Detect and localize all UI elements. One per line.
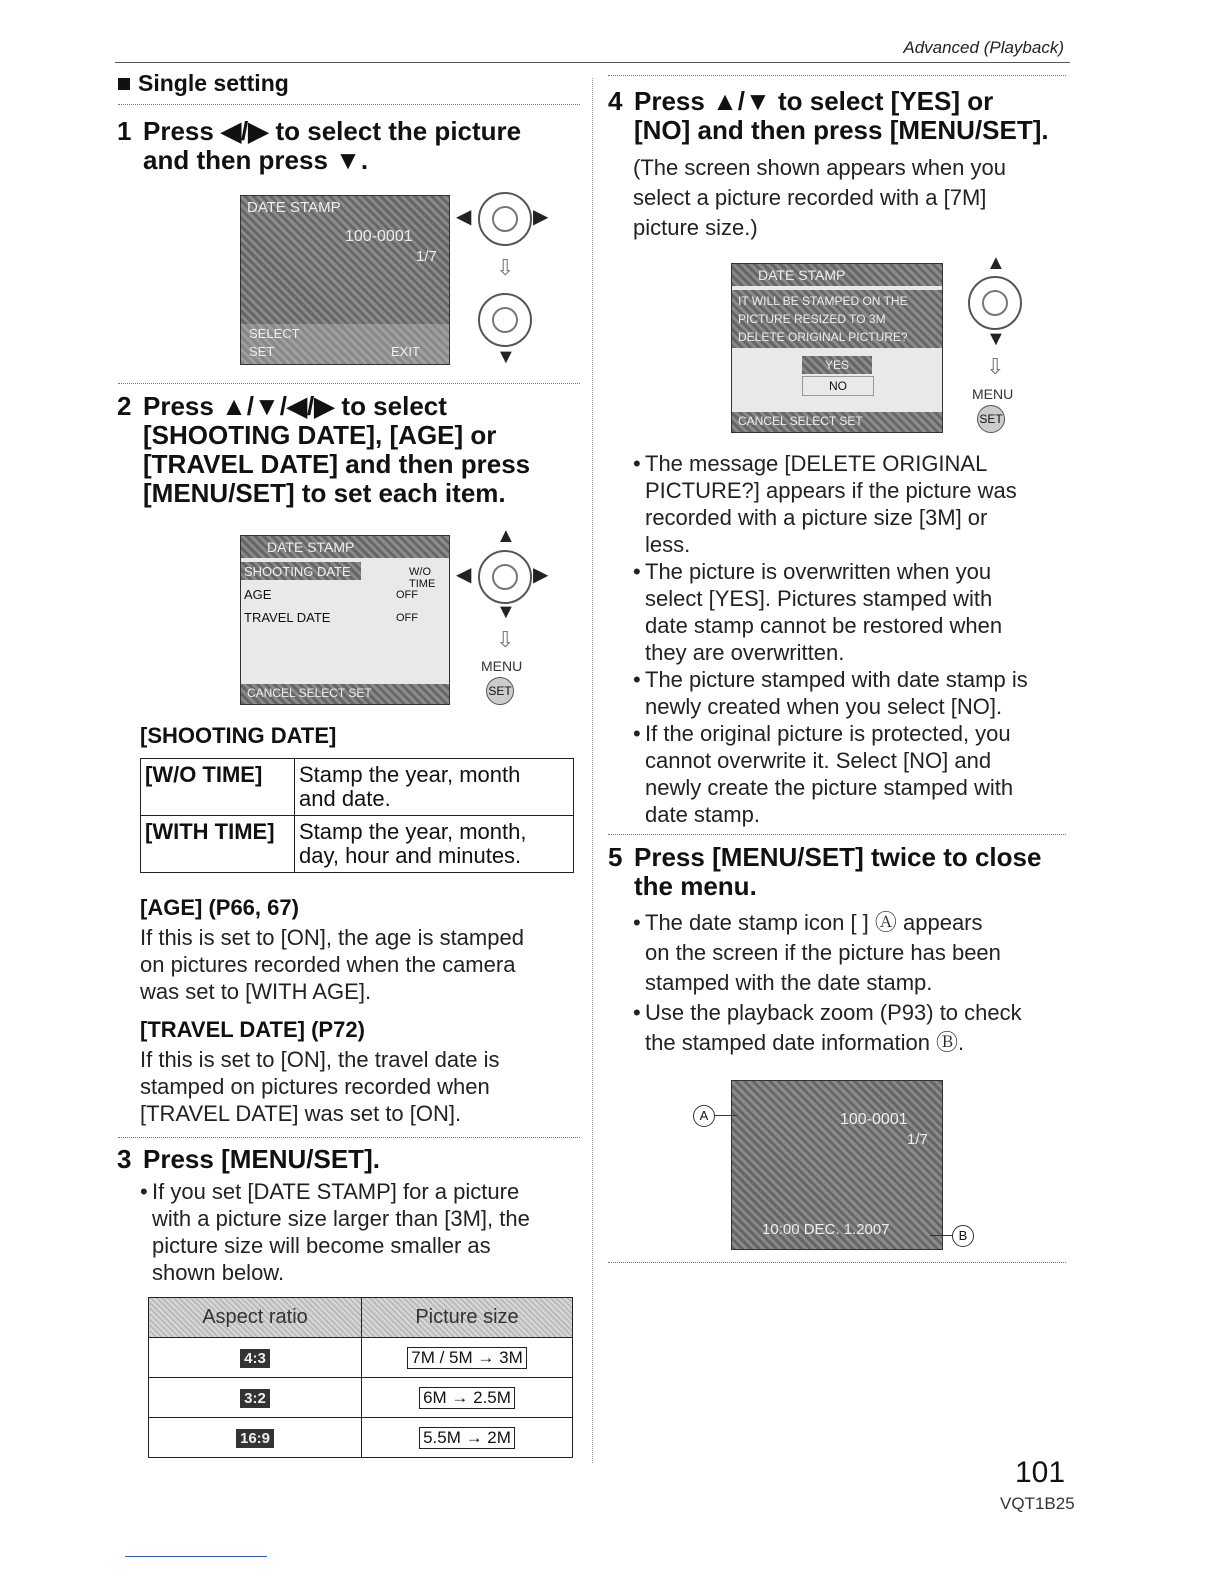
- text-line: picture size will become smaller as: [152, 1233, 491, 1258]
- shooting-date-table: [140, 758, 574, 873]
- step-number: 1: [117, 116, 132, 146]
- list-item: [140, 1178, 580, 1286]
- travel-date-heading: [TRAVEL DATE] (P72): [140, 1017, 365, 1042]
- step-line: [MENU/SET] to set each item.: [143, 478, 506, 508]
- description-line: Stamp the year, month,: [299, 819, 527, 844]
- lcd-exit-label: EXIT: [391, 344, 420, 359]
- text-line: (The screen shown appears when you: [633, 155, 1006, 180]
- step-line: the menu.: [634, 871, 757, 901]
- step-3: [117, 1145, 587, 1175]
- lcd-menu-value: W/O TIME: [409, 566, 436, 590]
- lcd-select-label: SELECT: [249, 326, 300, 341]
- callout-line: [715, 1115, 737, 1116]
- aspect-ratio-table: [148, 1297, 573, 1458]
- description-line: Stamp the year, month: [299, 762, 521, 787]
- table-row: [141, 816, 574, 873]
- step-5: [608, 843, 1078, 905]
- age-description: [140, 924, 580, 1005]
- text-line: • If you set [DATE STAMP] for a picture: [152, 1179, 520, 1204]
- callout-a: A: [693, 1105, 715, 1127]
- table-header-row: [149, 1298, 573, 1338]
- text-line: [TRAVEL DATE] was set to [ON].: [140, 1101, 462, 1126]
- lcd-screen-date-stamp-menu: [240, 535, 450, 705]
- size-cell: [362, 1378, 573, 1418]
- text-line: less.: [645, 532, 691, 557]
- picture-size-text: 7M / 5M → 3M: [407, 1347, 526, 1369]
- description-line: day, hour and minutes.: [299, 843, 522, 868]
- lcd-message-line: IT WILL BE STAMPED ON THE: [738, 294, 908, 308]
- text-line: • The date stamp icon [ ] Ⓐ appears: [645, 910, 983, 935]
- menu-label: MENU: [972, 386, 1014, 402]
- section-header: Advanced (Playback): [903, 38, 1064, 57]
- lcd-title: DATE STAMP: [267, 539, 355, 555]
- text-line: picture size.): [633, 215, 758, 240]
- right-arrow-icon: ▶: [533, 206, 549, 228]
- lcd-screen-playback: [240, 195, 450, 365]
- lcd-menu-item: SHOOTING DATE: [244, 564, 351, 579]
- step-line: Press [MENU/SET] twice to close: [634, 842, 1042, 872]
- lcd-count: 1/7: [416, 248, 437, 265]
- cursor-button-icon: [478, 550, 532, 604]
- menu-label: MENU: [481, 658, 523, 674]
- text-line: If this is set to [ON], the travel date is: [140, 1047, 500, 1072]
- size-cell: [362, 1418, 573, 1458]
- step-line: Press ◀/▶ to select the picture: [143, 116, 522, 146]
- lcd-stamped-date: 10:00 DEC. 1.2007: [762, 1221, 890, 1238]
- picture-size-text: 5.5M → 2M: [419, 1427, 515, 1449]
- step-1: [117, 117, 587, 177]
- column-header: Picture size: [362, 1298, 573, 1338]
- ratio-cell: [149, 1378, 362, 1418]
- list-item: [633, 450, 1073, 558]
- description-line: and date.: [299, 786, 391, 811]
- lcd-screen-stamped: [731, 1080, 943, 1250]
- step-line: Press ▲/▼ to select [YES] or: [634, 86, 994, 116]
- callout-line: [930, 1235, 952, 1236]
- aspect-ratio-badge: 16:9: [236, 1429, 274, 1448]
- option-description: [295, 759, 574, 816]
- text-line: date stamp cannot be restored when: [645, 613, 1003, 638]
- lcd-no-option: NO: [802, 376, 874, 396]
- text-line: • The picture stamped with date stamp is: [645, 667, 1028, 692]
- down-arrow-icon: ▼: [496, 601, 516, 623]
- divider: [608, 1262, 1066, 1263]
- lcd-menu-item: TRAVEL DATE: [244, 610, 331, 625]
- down-arrow-icon: ▼: [986, 328, 1006, 350]
- text-line: stamped with the date stamp.: [645, 970, 933, 995]
- option-key: [WITH TIME]: [141, 816, 295, 873]
- lcd-title: DATE STAMP: [758, 267, 846, 283]
- text-line: the stamped date information Ⓑ.: [645, 1030, 965, 1055]
- down-flow-arrow-icon: ⇩: [496, 627, 515, 652]
- single-setting-label: Single setting: [138, 70, 289, 96]
- step-line: [TRAVEL DATE] and then press: [143, 449, 531, 479]
- document-code: VQT1B25: [1000, 1494, 1075, 1513]
- text-line: date stamp.: [645, 802, 760, 827]
- divider: [118, 383, 580, 384]
- text-line: cannot overwrite it. Select [NO] and: [645, 748, 992, 773]
- table-row: [149, 1418, 573, 1458]
- lcd-menu-item: AGE: [244, 587, 272, 602]
- lcd-bottom-label: CANCEL SELECT SET: [738, 414, 863, 428]
- step-line: [SHOOTING DATE], [AGE] or: [143, 420, 497, 450]
- list-item: [633, 666, 1073, 720]
- text-line: shown below.: [152, 1260, 285, 1285]
- divider: [608, 834, 1066, 835]
- step-line: Press ▲/▼/◀/▶ to select: [143, 391, 447, 421]
- up-arrow-icon: ▲: [986, 252, 1006, 274]
- down-arrow-icon: ▼: [496, 346, 516, 368]
- text-line: • Use the playback zoom (P93) to check: [645, 1000, 1022, 1025]
- lcd-date-stamp-label: DATE STAMP: [247, 199, 341, 216]
- down-flow-arrow-icon: ⇩: [496, 255, 515, 280]
- lcd-menu-value: OFF: [396, 589, 418, 601]
- up-arrow-icon: ▲: [496, 525, 516, 547]
- text-line: on the screen if the picture has been: [645, 940, 1001, 965]
- ratio-cell: [149, 1418, 362, 1458]
- step-3-notes: [140, 1178, 580, 1286]
- text-line: stamped on pictures recorded when: [140, 1074, 490, 1099]
- step-4-note: [633, 153, 1073, 243]
- step-line: Press [MENU/SET].: [143, 1144, 380, 1174]
- table-row: [141, 759, 574, 816]
- step-line: [NO] and then press [MENU/SET].: [634, 115, 1049, 145]
- callout-b: B: [952, 1225, 974, 1247]
- text-line: If this is set to [ON], the age is stamped: [140, 925, 524, 950]
- step-line: and then press ▼.: [143, 145, 369, 175]
- down-flow-arrow-icon: ⇩: [986, 354, 1005, 379]
- text-line: recorded with a picture size [3M] or: [645, 505, 988, 530]
- step-2: [117, 392, 587, 510]
- step-4: [608, 87, 1078, 149]
- shooting-date-heading: [SHOOTING DATE]: [140, 723, 337, 748]
- size-cell: [362, 1338, 573, 1378]
- aspect-ratio-badge: 3:2: [240, 1389, 270, 1408]
- left-arrow-icon: ◀: [456, 206, 472, 228]
- list-item: [633, 908, 1073, 998]
- lcd-set-label: SET: [249, 344, 275, 359]
- cursor-button-icon: [968, 276, 1022, 330]
- option-description: [295, 816, 574, 873]
- column-header: Aspect ratio: [149, 1298, 362, 1338]
- travel-date-description: [140, 1046, 580, 1127]
- ratio-cell: [149, 1338, 362, 1378]
- cursor-button-icon: [478, 192, 532, 246]
- list-item: [633, 558, 1073, 666]
- step-number: 3: [117, 1144, 132, 1174]
- lcd-yes-option: YES: [802, 356, 872, 374]
- list-item: [633, 998, 1073, 1058]
- text-line: with a picture size larger than [3M], the: [152, 1206, 530, 1231]
- option-key: [W/O TIME]: [141, 759, 295, 816]
- left-arrow-icon: ◀: [456, 564, 472, 586]
- cursor-button-icon: [478, 293, 532, 347]
- lcd-message-line: PICTURE RESIZED TO 3M: [738, 312, 886, 326]
- column-divider: [592, 78, 593, 1463]
- step-number: 2: [117, 391, 132, 421]
- lcd-message-line: DELETE ORIGINAL PICTURE?: [738, 330, 908, 344]
- age-heading: [AGE] (P66, 67): [140, 895, 299, 920]
- text-line: they are overwritten.: [645, 640, 845, 665]
- lcd-menu-value: OFF: [396, 612, 418, 624]
- text-line: newly create the picture stamped with: [645, 775, 1014, 800]
- header-rule: [115, 62, 1070, 63]
- lcd-count: 1/7: [907, 1131, 928, 1148]
- page-number: 101: [1015, 1456, 1066, 1489]
- lcd-file-number: 100-0001: [840, 1111, 908, 1128]
- text-line: select [YES]. Pictures stamped with: [645, 586, 993, 611]
- step-5-notes: [633, 908, 1073, 1058]
- text-line: PICTURE?] appears if the picture was: [645, 478, 1017, 503]
- single-setting-heading: [118, 70, 289, 97]
- text-line: select a picture recorded with a [7M]: [633, 185, 987, 210]
- lcd-message: [738, 292, 908, 346]
- list-item: [633, 720, 1073, 828]
- square-bullet-icon: [118, 78, 130, 90]
- step-number: 5: [608, 842, 623, 872]
- aspect-ratio-badge: 4:3: [240, 1349, 270, 1368]
- text-line: newly created when you select [NO].: [645, 694, 1003, 719]
- picture-size-text: 6M → 2.5M: [419, 1387, 515, 1409]
- menu-set-button-icon: SET: [486, 677, 514, 705]
- text-line: • If the original picture is protected, you: [645, 721, 1011, 746]
- lcd-file-number: 100-0001: [345, 228, 413, 245]
- divider: [118, 104, 580, 105]
- table-row: [149, 1378, 573, 1418]
- text-line: • The message [DELETE ORIGINAL: [645, 451, 988, 476]
- step-number: 4: [608, 86, 623, 116]
- menu-set-button-icon: SET: [977, 405, 1005, 433]
- text-line: on pictures recorded when the camera: [140, 952, 516, 977]
- text-line: was set to [WITH AGE].: [140, 979, 372, 1004]
- lcd-screen-confirm: [731, 263, 943, 433]
- table-row: [149, 1338, 573, 1378]
- footer-rule: [125, 1556, 267, 1557]
- text-line: • The picture is overwritten when you: [645, 559, 992, 584]
- divider: [118, 1137, 580, 1138]
- step-4-notes: [633, 450, 1073, 828]
- right-arrow-icon: ▶: [533, 564, 549, 586]
- lcd-bottom-label: CANCEL SELECT SET: [247, 686, 372, 700]
- divider: [608, 75, 1066, 76]
